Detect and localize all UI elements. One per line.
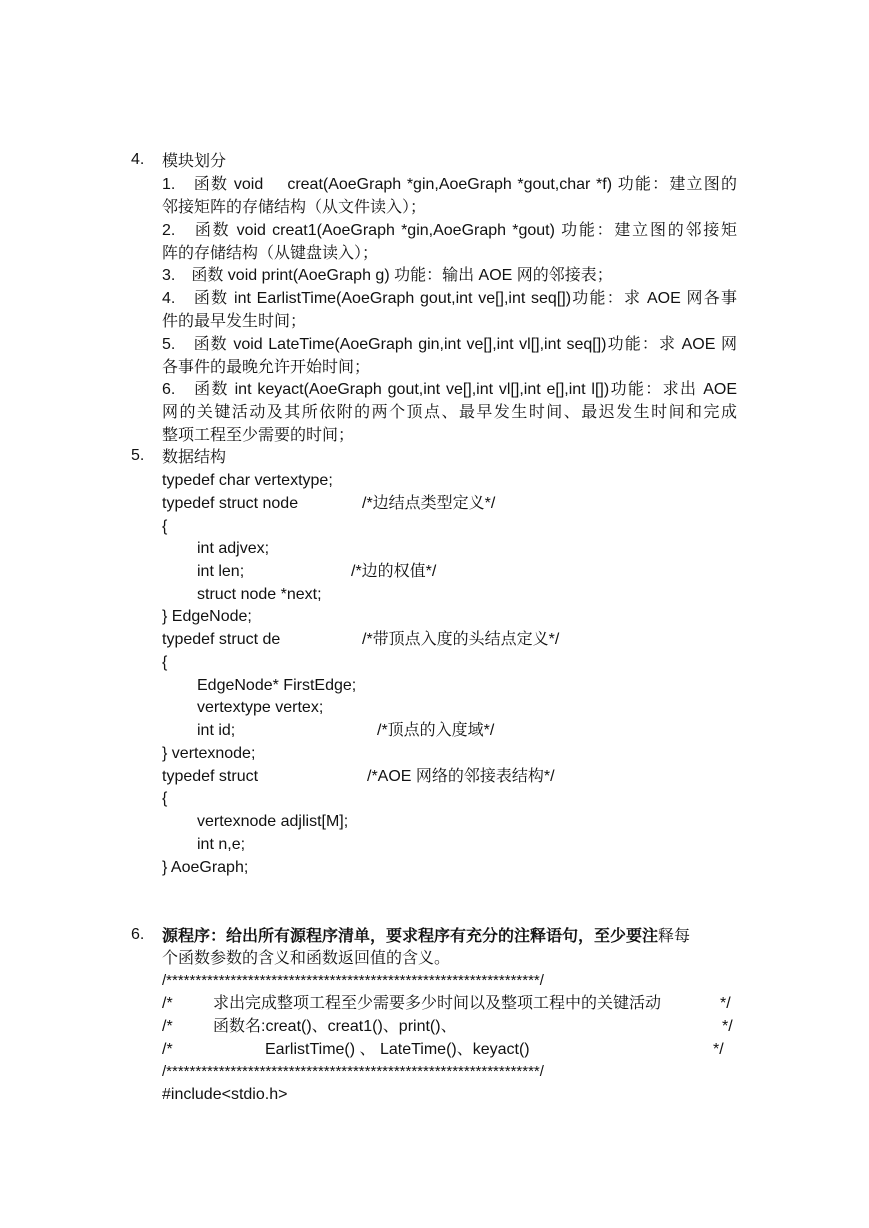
comment-text: EarlistTime() 、 LateTime()、keyact() (265, 1041, 530, 1058)
item-2-line-2: 阵的存储结构（从键盘读入）； (162, 245, 379, 262)
comment-close: */ (720, 995, 731, 1012)
item-6-line-3: 整项工程至少需要的时间； (162, 427, 355, 444)
code-line: typedef struct (162, 768, 259, 785)
item-4-line-1: 4. 函数 int EarlistTime(AoeGraph gout,int ve[],int seq[])功能：求 AOE 网各事 (162, 290, 737, 307)
comment-open: /* (162, 995, 173, 1012)
item-5-line-1: 5. 函数 void LateTime(AoeGraph gin,int ve[],int vl[],int seq[])功能：求 AOE 网 (162, 336, 737, 353)
code-line: } EdgeNode; (162, 608, 252, 625)
comment-close: */ (713, 1041, 724, 1058)
section-6-title-line-2: 个函数参数的含义和函数返回值的含义。 (162, 950, 451, 967)
section-5-number: 5. (131, 447, 145, 464)
code-line: int len; (197, 563, 245, 580)
section-5-title: 数据结构 (162, 449, 227, 466)
code-line: EdgeNode* FirstEdge; (197, 677, 357, 694)
comment-border-bottom: /****************************************************************/ (162, 1063, 544, 1080)
comment-open: /* (162, 1041, 173, 1058)
item-1-line-1: 1. 函数 void creat(AoeGraph *gin,AoeGraph *gout,char *f) 功能：建立图的 (162, 176, 737, 193)
code-line: int adjvex; (197, 540, 270, 557)
comment-border-top: /****************************************************************/ (162, 972, 544, 989)
code-line: vertexnode adjlist[M]; (197, 813, 349, 830)
section-6-number: 6. (131, 926, 145, 943)
code-line: int id; (197, 722, 236, 739)
item-6-line-1: 6. 函数 int keyact(AoeGraph gout,int ve[],int vl[],int e[],int l[])功能：求出 AOE (162, 381, 737, 398)
code-comment: /*AOE 网络的邻接表结构*/ (367, 768, 555, 785)
code-line: } vertexnode; (162, 745, 256, 762)
comment-text: 求出完成整项工程至少需要多少时间以及整项工程中的关键活动 (213, 995, 662, 1012)
code-comment: /*边结点类型定义*/ (362, 495, 496, 512)
item-3-line-1: 3. 函数 void print(AoeGraph g) 功能：输出 AOE 网的邻接表； (162, 267, 613, 284)
code-comment: /*边的权值*/ (351, 563, 437, 580)
code-line: typedef struct node (162, 495, 299, 512)
code-line: int n,e; (197, 836, 246, 853)
code-line: typedef struct de (162, 631, 281, 648)
item-5-line-2: 各事件的最晚允许开始时间； (162, 359, 371, 376)
code-line: } AoeGraph; (162, 859, 249, 876)
code-comment: /*顶点的入度域*/ (377, 722, 495, 739)
code-line: { (162, 518, 168, 535)
code-line: typedef char vertextype; (162, 472, 333, 489)
item-2-line-1: 2. 函数 void creat1(AoeGraph *gin,AoeGraph *gout) 功能：建立图的邻接矩 (162, 222, 737, 239)
section-4-number: 4. (131, 151, 145, 168)
code-line: vertextype vertex; (197, 699, 324, 716)
comment-close: */ (722, 1018, 733, 1035)
section-6-title-bold: 源程序：给出所有源程序清单，要求程序有充分的注释语句，至少要注 (162, 928, 659, 945)
code-comment: /*带顶点入度的头结点定义*/ (362, 631, 560, 648)
item-1-line-2: 邻接矩阵的存储结构（从文件读入）； (162, 199, 427, 216)
section-4-title: 模块划分 (162, 153, 227, 170)
item-4-line-2: 件的最早发生时间； (162, 313, 307, 330)
item-6-line-2: 网的关键活动及其所依附的两个顶点、最早发生时间、最迟发生时间和完成 (162, 404, 737, 421)
code-line: { (162, 790, 168, 807)
code-line: struct node *next; (197, 586, 322, 603)
comment-open: /* (162, 1018, 173, 1035)
comment-text: 函数名:creat()、creat1()、print()、 (213, 1018, 457, 1035)
code-line: { (162, 654, 168, 671)
section-6-title-rest: 释每 (658, 928, 691, 945)
include-line: #include<stdio.h> (162, 1086, 288, 1103)
section-6-title (162, 926, 690, 948)
